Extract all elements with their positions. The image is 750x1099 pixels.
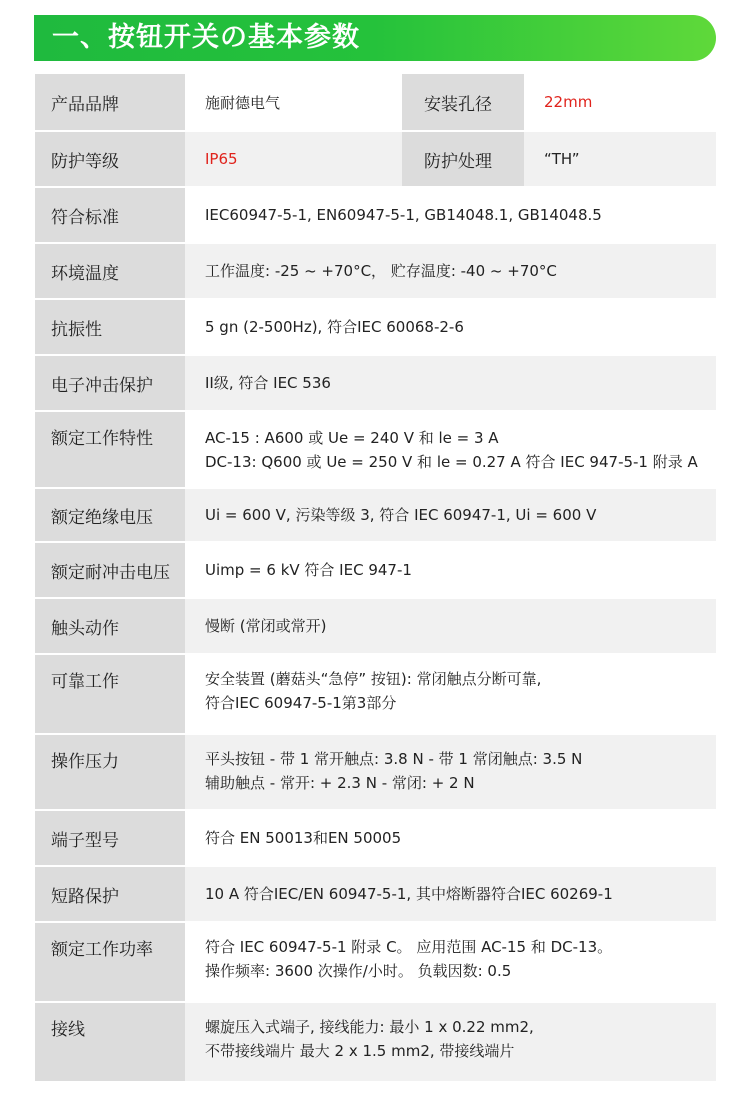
row-value: II级, 符合 IEC 536 [185,356,716,410]
row-label: 可靠工作 [35,655,185,733]
row-value [185,735,716,809]
row-label: 符合标准 [35,188,185,242]
row-value-line: 不带接线端片 最大 2 x 1.5 mm2, 带接线端片 [205,1042,515,1060]
spec-table [35,74,716,1081]
row-value-line: AC-15 : A600 或 Ue = 240 V 和 le = 3 A [205,428,499,447]
row-value [185,412,716,487]
row-value-line: 平头按钮 - 带 1 常开触点: 3.8 N - 带 1 常闭触点: 3.5 N [205,750,583,768]
table-row [35,1003,716,1081]
row-value: 符合 EN 50013和EN 50005 [185,811,716,865]
row-value: 10 A 符合IEC/EN 60947-5-1, 其中熔断器符合IEC 60269-1 [185,867,716,921]
row-value [185,655,716,733]
row-label: 环境温度 [35,244,185,298]
row-label: 电子冲击保护 [35,356,185,410]
row-value-2: 22mm [524,74,716,130]
table-row [35,867,716,921]
table-row [35,735,716,809]
row-value: Uimp = 6 kV 符合 IEC 947-1 [185,543,716,597]
table-row [35,599,716,653]
row-value: 5 gn (2-500Hz), 符合IEC 60068-2-6 [185,300,716,354]
row-value [185,1003,716,1081]
row-value-line: 操作频率: 3600 次操作/小时。 负载因数: 0.5 [205,962,512,980]
row-value: IP65 [185,132,402,186]
table-row [35,74,716,130]
row-value-line: 符合IEC 60947-5-1第3部分 [205,694,397,712]
row-label-2: 防护处理 [402,132,524,186]
row-value [185,923,716,1001]
row-label: 短路保护 [35,867,185,921]
table-row [35,132,716,186]
row-label: 额定绝缘电压 [35,489,185,541]
table-row [35,244,716,298]
table-row [35,655,716,733]
row-value-line: 辅助触点 - 常开: + 2.3 N - 常闭: + 2 N [205,774,475,792]
row-label: 额定耐冲击电压 [35,543,185,597]
table-row [35,543,716,597]
row-value-line: DC-13: Q600 或 Ue = 250 V 和 le = 0.27 A 符合 IEC 947-5-1 附录 A [205,452,698,471]
row-value-2: “TH” [524,132,716,186]
row-value-line: 螺旋压入式端子, 接线能力: 最小 1 x 0.22 mm2, [205,1018,534,1036]
row-label-2: 安装孔径 [402,74,524,130]
row-label: 防护等级 [35,132,185,186]
table-row [35,412,716,487]
row-value-line: 安全装置 (蘑菇头“急停” 按钮): 常闭触点分断可靠, [205,670,542,688]
row-label: 接线 [35,1003,185,1081]
table-row [35,356,716,410]
row-label: 触头动作 [35,599,185,653]
row-value: 工作温度: -25 ~ +70°C， 贮存温度: -40 ~ +70°C [185,244,716,298]
row-label: 产品品牌 [35,74,185,130]
row-label: 额定工作特性 [35,412,185,487]
row-value: Ui = 600 V, 污染等级 3, 符合 IEC 60947-1, Ui = 600 V [185,489,716,541]
row-label: 操作压力 [35,735,185,809]
row-value: IEC60947-5-1, EN60947-5-1, GB14048.1, GB14048.5 [185,188,716,242]
section-title-bar [34,15,716,61]
table-row [35,188,716,242]
row-value: 施耐德电气 [185,74,402,130]
table-row [35,811,716,865]
row-label: 抗振性 [35,300,185,354]
table-row [35,300,716,354]
row-value-line: 符合 IEC 60947-5-1 附录 C。 应用范围 AC-15 和 DC-13。 [205,938,613,956]
table-row [35,489,716,541]
row-label: 额定工作功率 [35,923,185,1001]
row-value: 慢断 (常闭或常开) [185,599,716,653]
table-row [35,923,716,1001]
row-label: 端子型号 [35,811,185,865]
section-title: 一、按钮开关の基本参数 [52,22,360,53]
